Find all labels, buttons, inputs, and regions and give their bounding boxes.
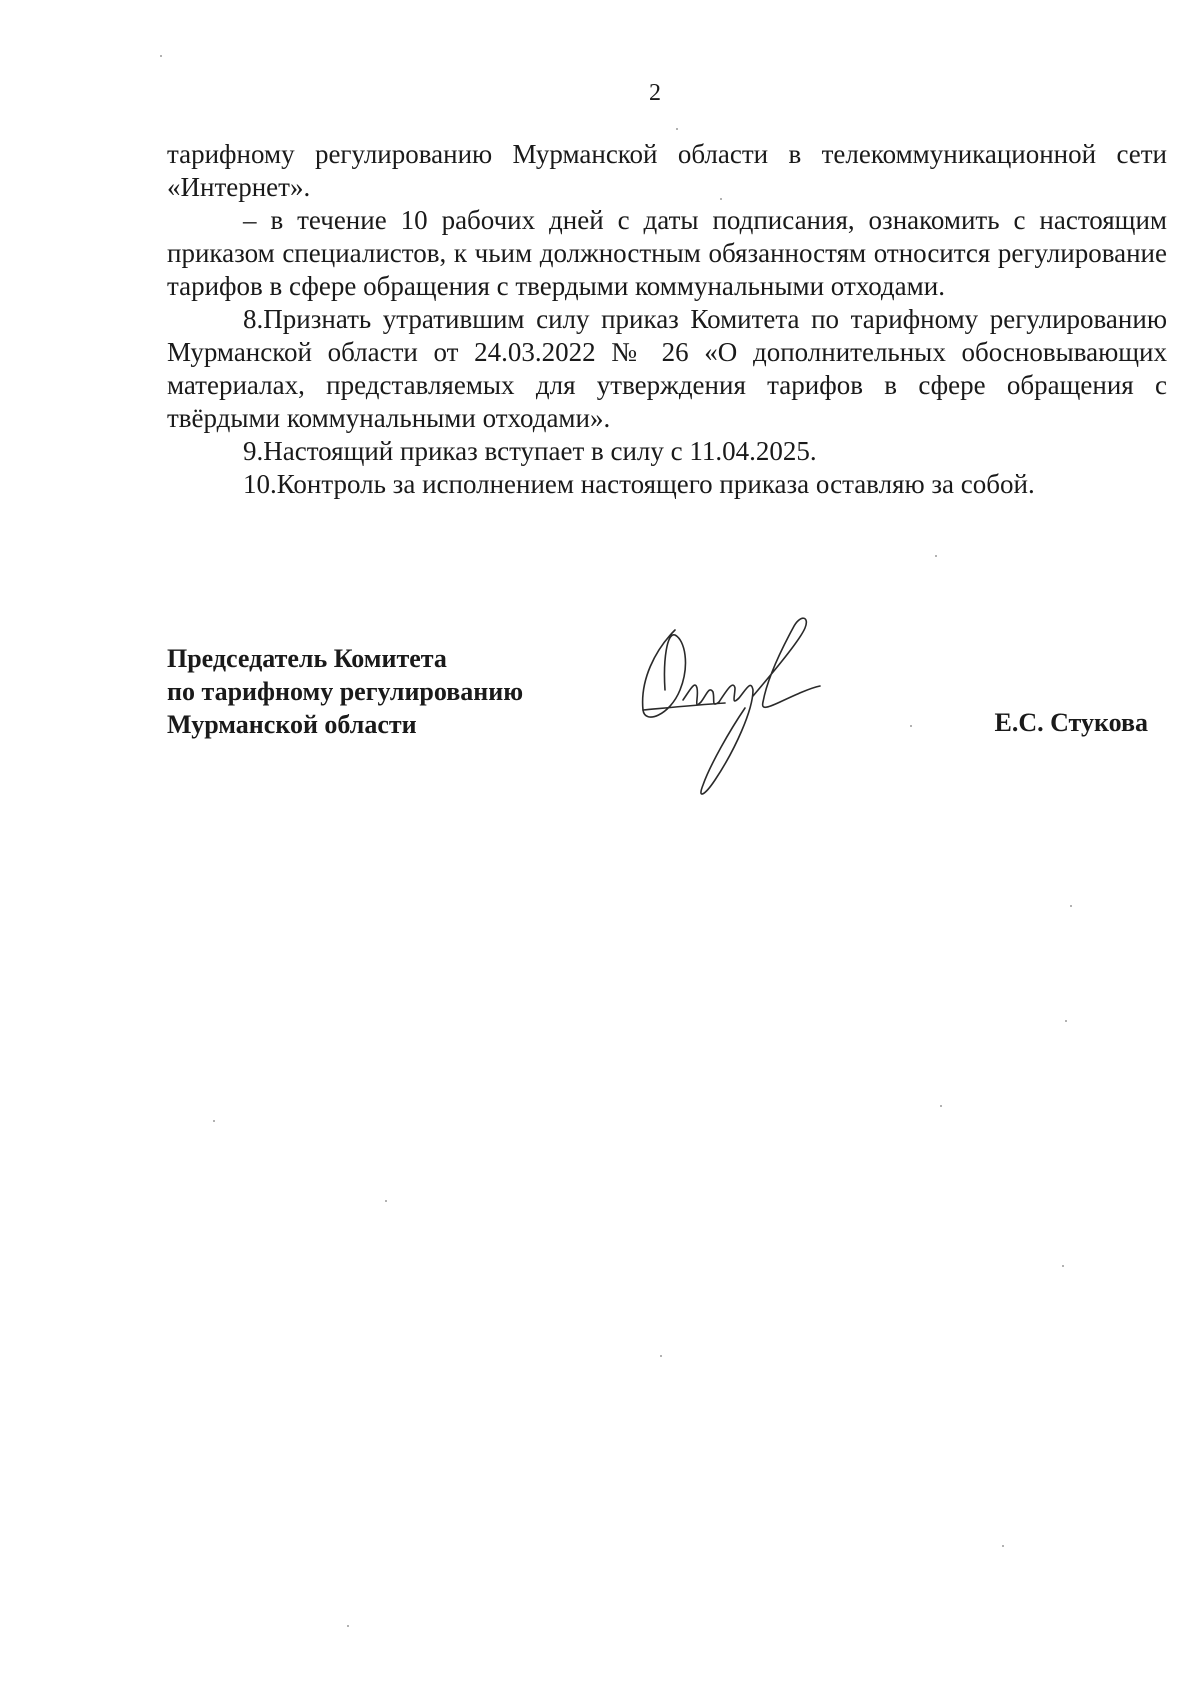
list-item-number: 9.: [243, 436, 264, 466]
signatory-position-line: Председатель Комитета: [167, 644, 447, 673]
list-item-8: [167, 303, 1167, 435]
list-item-text: Настоящий приказ вступает в силу с 11.04.2025.: [263, 436, 817, 466]
list-item-number: 8.: [243, 304, 264, 334]
signatory-position-line: по тарифному регулированию: [167, 677, 524, 706]
list-item-10: [167, 468, 1167, 501]
list-item-number: 10.: [243, 469, 277, 499]
signatory-position-line: Мурманской области: [167, 710, 417, 739]
signatory-position: [167, 642, 523, 741]
list-item-9: [167, 435, 1167, 468]
paragraph-familiarize: – в течение 10 рабочих дней с даты подписания, ознакомить с настоящим приказом специалистов, к чьим должностным обязанностям относится регулирование тарифов в сфере обращения с твердыми коммунальными отходами.: [167, 205, 1167, 301]
document-body: [167, 138, 1167, 501]
page-number: 2: [649, 80, 661, 106]
signatory-name: Е.С. Стукова: [994, 708, 1148, 737]
list-item-text: Контроль за исполнением настоящего приказа оставляю за собой.: [276, 469, 1035, 499]
list-item-text: Признать утратившим силу приказ Комитета по тарифному регулированию Мурманской области от 24.03.2022 № 26 «О дополнительных обосновывающих материалах, представляемых для утверждения тарифов в сфере обращения с твёрдыми коммунальными отходами».: [167, 304, 1167, 433]
handwritten-signature: [635, 610, 885, 810]
paragraph-continuation: тарифному регулированию Мурманской области в телекоммуникационной сети «Интернет».: [167, 139, 1167, 202]
